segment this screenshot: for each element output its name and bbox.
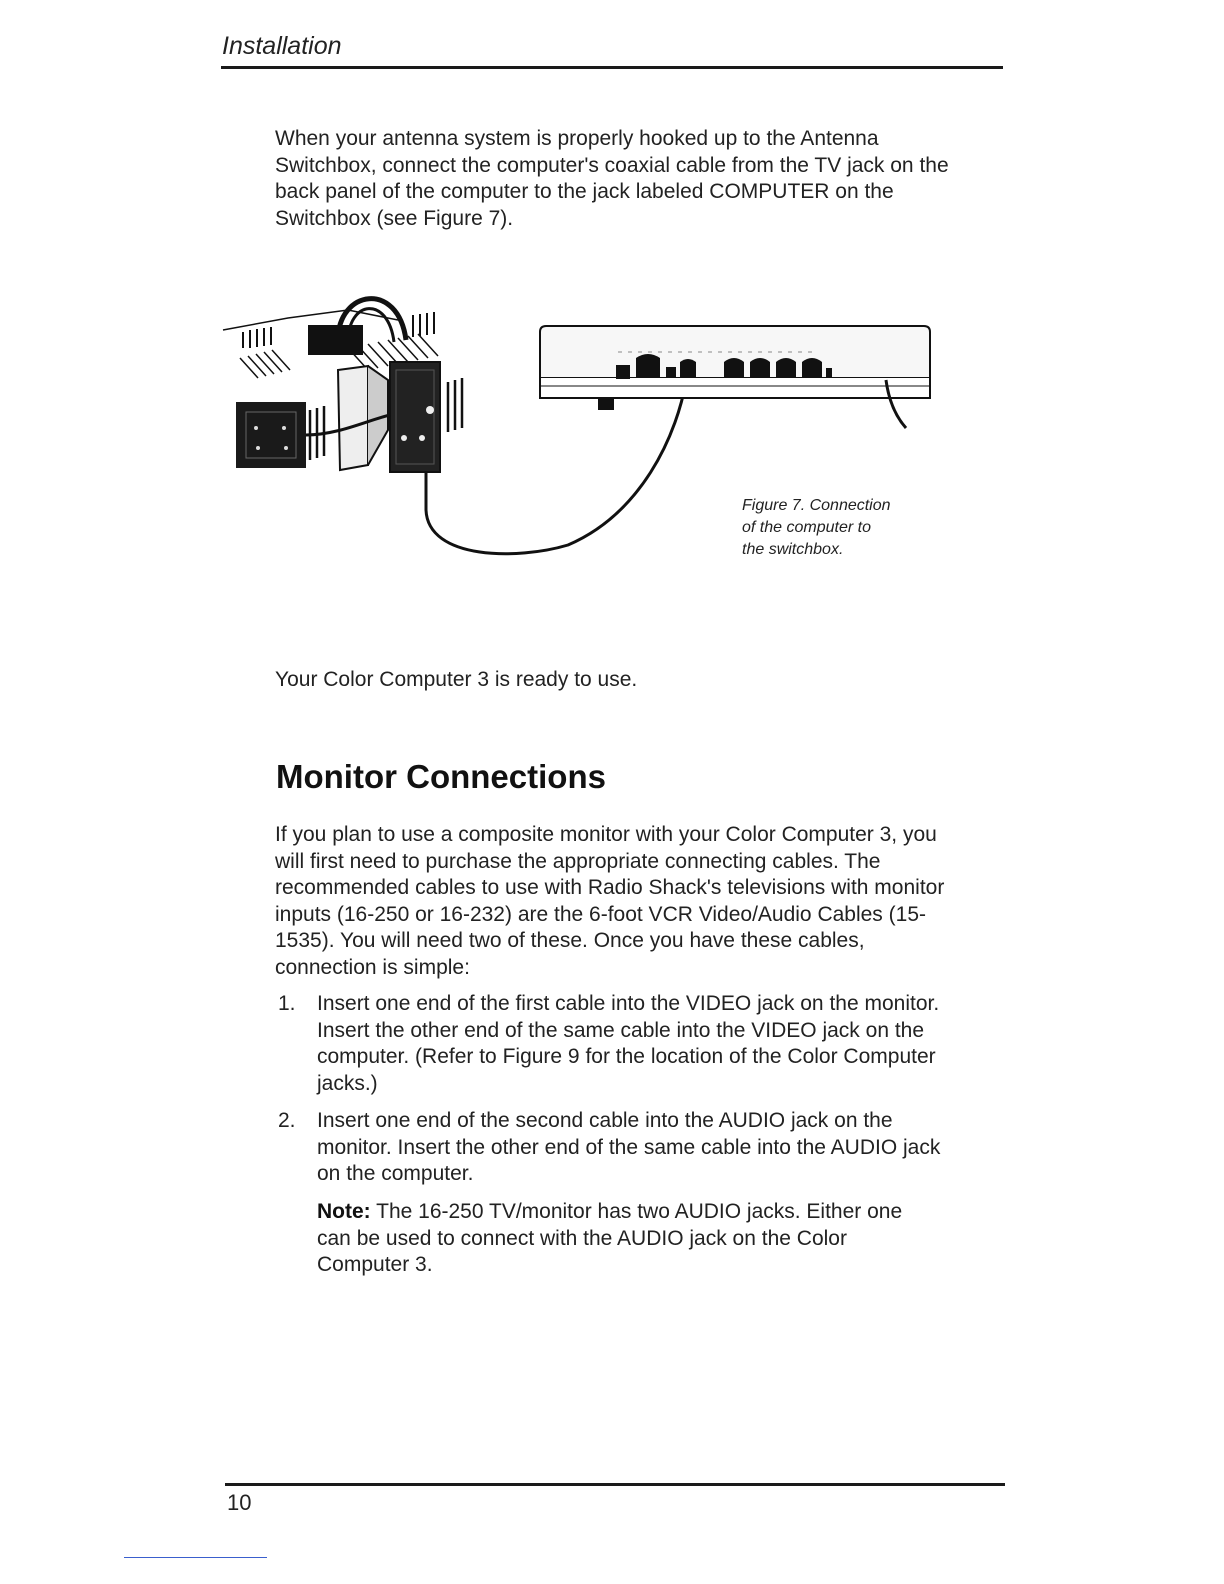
list-number: 2.: [278, 1109, 296, 1132]
caption-line: Figure 7. Connection: [742, 497, 891, 514]
note-block: [317, 1199, 917, 1279]
caption-line: of the computer to: [742, 519, 871, 536]
figure-7-caption: [742, 495, 942, 561]
page-number: 10: [227, 1490, 252, 1515]
computer-back-panel: [540, 326, 930, 428]
link-underline: [124, 1557, 267, 1558]
list-text: Insert one end of the first cable into the VIDEO jack on the monitor. Insert the other end of the same cable into the VIDEO jack on the computer. (Refer to Figure 9 for the location of the Color Computer jacks.): [317, 992, 940, 1095]
note-label: Note:: [317, 1200, 371, 1223]
list-text: Insert one end of the second cable into the AUDIO jack on the monitor. Insert the other end of the same cable into the AUDIO jack on the computer.: [317, 1109, 941, 1185]
note-text: The 16-250 TV/monitor has two AUDIO jacks. Either one can be used to connect with the AUDIO jack on the Color Computer 3.: [317, 1200, 903, 1276]
caption-line: the switchbox.: [742, 541, 844, 558]
monitor-paragraph: If you plan to use a composite monitor with your Color Computer 3, you will first need to purchase the appropriate connecting cables. The recommended cables to use with Radio Shack's televisions with monitor inputs (16-250 or 16-232) are the 6-foot VCR Video/Audio Cables (15-1535). You will need two of these. Once you have these cables, connection is simple:: [275, 823, 945, 979]
section-heading: Monitor Connections: [276, 758, 606, 795]
intro-paragraph: When your antenna system is properly hooked up to the Antenna Switchbox, connect the computer's coaxial cable from the TV jack on the back panel of the computer to the jack labeled COMPUTER on the Switchbox (see Figure 7).: [275, 127, 949, 230]
footer-rule: [225, 1483, 1005, 1486]
ready-paragraph: Your Color Computer 3 is ready to use.: [275, 668, 638, 691]
list-number: 1.: [278, 992, 296, 1015]
running-header: Installation: [222, 32, 342, 60]
header-rule: [221, 66, 1003, 69]
